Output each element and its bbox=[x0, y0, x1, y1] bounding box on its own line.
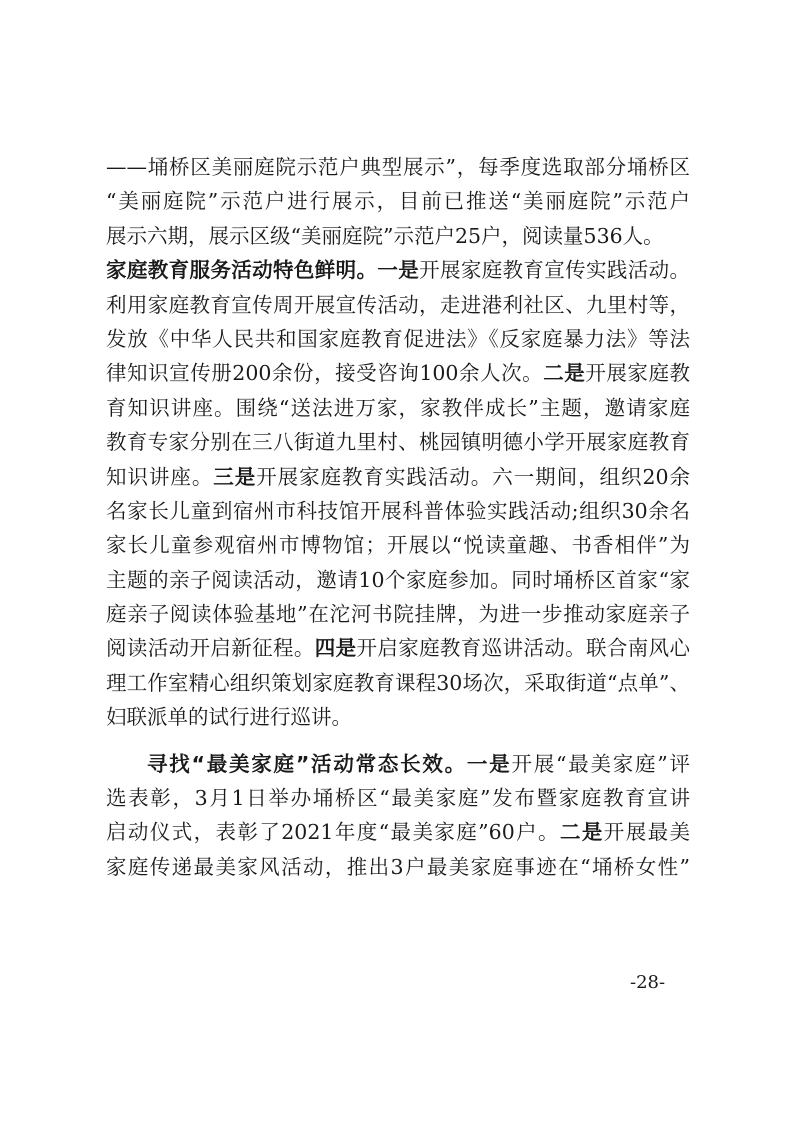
paragraph-family-education bbox=[106, 253, 690, 734]
text-line: 主题的亲子阅读活动，邀请10个家庭参加。同时埇桥区首家“家 bbox=[106, 567, 690, 592]
text-line: 育知识讲座。围绕“送法进万家，家教伴成长”主题，邀请家庭 bbox=[106, 395, 690, 420]
text-line: ——埇桥区美丽庭院示范户典型展示”，每季度选取部分埇桥区 bbox=[106, 155, 690, 179]
section-heading: 寻找“最美家庭”活动常态长效。 bbox=[147, 751, 467, 776]
text-line bbox=[106, 460, 690, 494]
text-run: 启动仪式，表彰了2021年度“最美家庭”60户。 bbox=[106, 820, 560, 845]
item-marker: 二是 bbox=[559, 820, 604, 845]
text-line: 庭亲子阅读体验基地”在沱河书院挂牌，为进一步推动家庭亲子 bbox=[106, 602, 690, 627]
text-run: 开展家庭教育实践活动。六一期间，组织20余 bbox=[256, 464, 691, 489]
item-marker: 四是 bbox=[314, 636, 357, 661]
item-marker: 二是 bbox=[543, 361, 586, 386]
text-line: 名家长儿童到宿州市科技馆开展科普体验实践活动;组织30余名 bbox=[106, 498, 690, 523]
text-line: 家庭传递最美家风活动，推出3户最美家庭事迹在“埇桥女性” bbox=[106, 854, 690, 879]
paragraph-best-families bbox=[106, 747, 690, 885]
paragraph-featured-households bbox=[106, 150, 690, 253]
text-run: 开展家庭教 bbox=[585, 361, 691, 386]
text-line: 理工作室精心组织策划家庭教育课程30场次，采取街道“点单”、 bbox=[106, 670, 690, 695]
section-heading: 家庭教育服务活动特色鲜明。 bbox=[106, 258, 378, 283]
text-line: 发放《中华人民共和国家庭教育促进法》《反家庭暴力法》等法 bbox=[106, 326, 690, 351]
text-line: 教育专家分别在三八街道九里村、桃园镇明德小学开展家庭教育 bbox=[106, 430, 690, 455]
text-line: “美丽庭院”示范户进行展示，目前已推送“美丽庭院”示范户 bbox=[106, 189, 690, 214]
text-run: 律知识宣传册200余份，接受咨询100余人次。 bbox=[106, 361, 544, 386]
text-run: 知识讲座。 bbox=[106, 464, 214, 489]
text-line bbox=[106, 253, 690, 287]
text-run: 开展“最美家庭”评 bbox=[511, 751, 691, 776]
text-run: 开展家庭教育宣传实践活动。 bbox=[419, 258, 691, 283]
text-run: 开展最美 bbox=[603, 820, 691, 845]
text-line bbox=[106, 356, 690, 390]
text-line: 利用家庭教育宣传周开展宣传活动，走进港利社区、九里村等， bbox=[106, 292, 690, 317]
item-marker: 三是 bbox=[213, 464, 257, 489]
text-line: 家长儿童参观宿州市博物馆；开展以“悦读童趣、书香相伴”为 bbox=[106, 533, 690, 558]
text-run: 开启家庭教育巡讲活动。联合南风心 bbox=[356, 636, 691, 661]
page-number: -28- bbox=[630, 972, 666, 993]
text-line bbox=[106, 815, 690, 849]
paragraph-gap bbox=[106, 735, 690, 747]
body-text bbox=[106, 150, 690, 884]
text-line: 选表彰，3月1日举办埇桥区“最美家庭”发布暨家庭教育宣讲 bbox=[106, 786, 690, 811]
text-line: 妇联派单的试行进行巡讲。 bbox=[106, 705, 352, 730]
text-line: 展示六期，展示区级“美丽庭院”示范户25户，阅读量536人。 bbox=[106, 223, 664, 248]
item-marker: 一是 bbox=[466, 751, 512, 776]
item-marker: 一是 bbox=[377, 258, 420, 283]
text-run: 阅读活动开启新征程。 bbox=[106, 636, 315, 661]
text-line bbox=[106, 747, 690, 781]
text-line bbox=[106, 631, 690, 665]
